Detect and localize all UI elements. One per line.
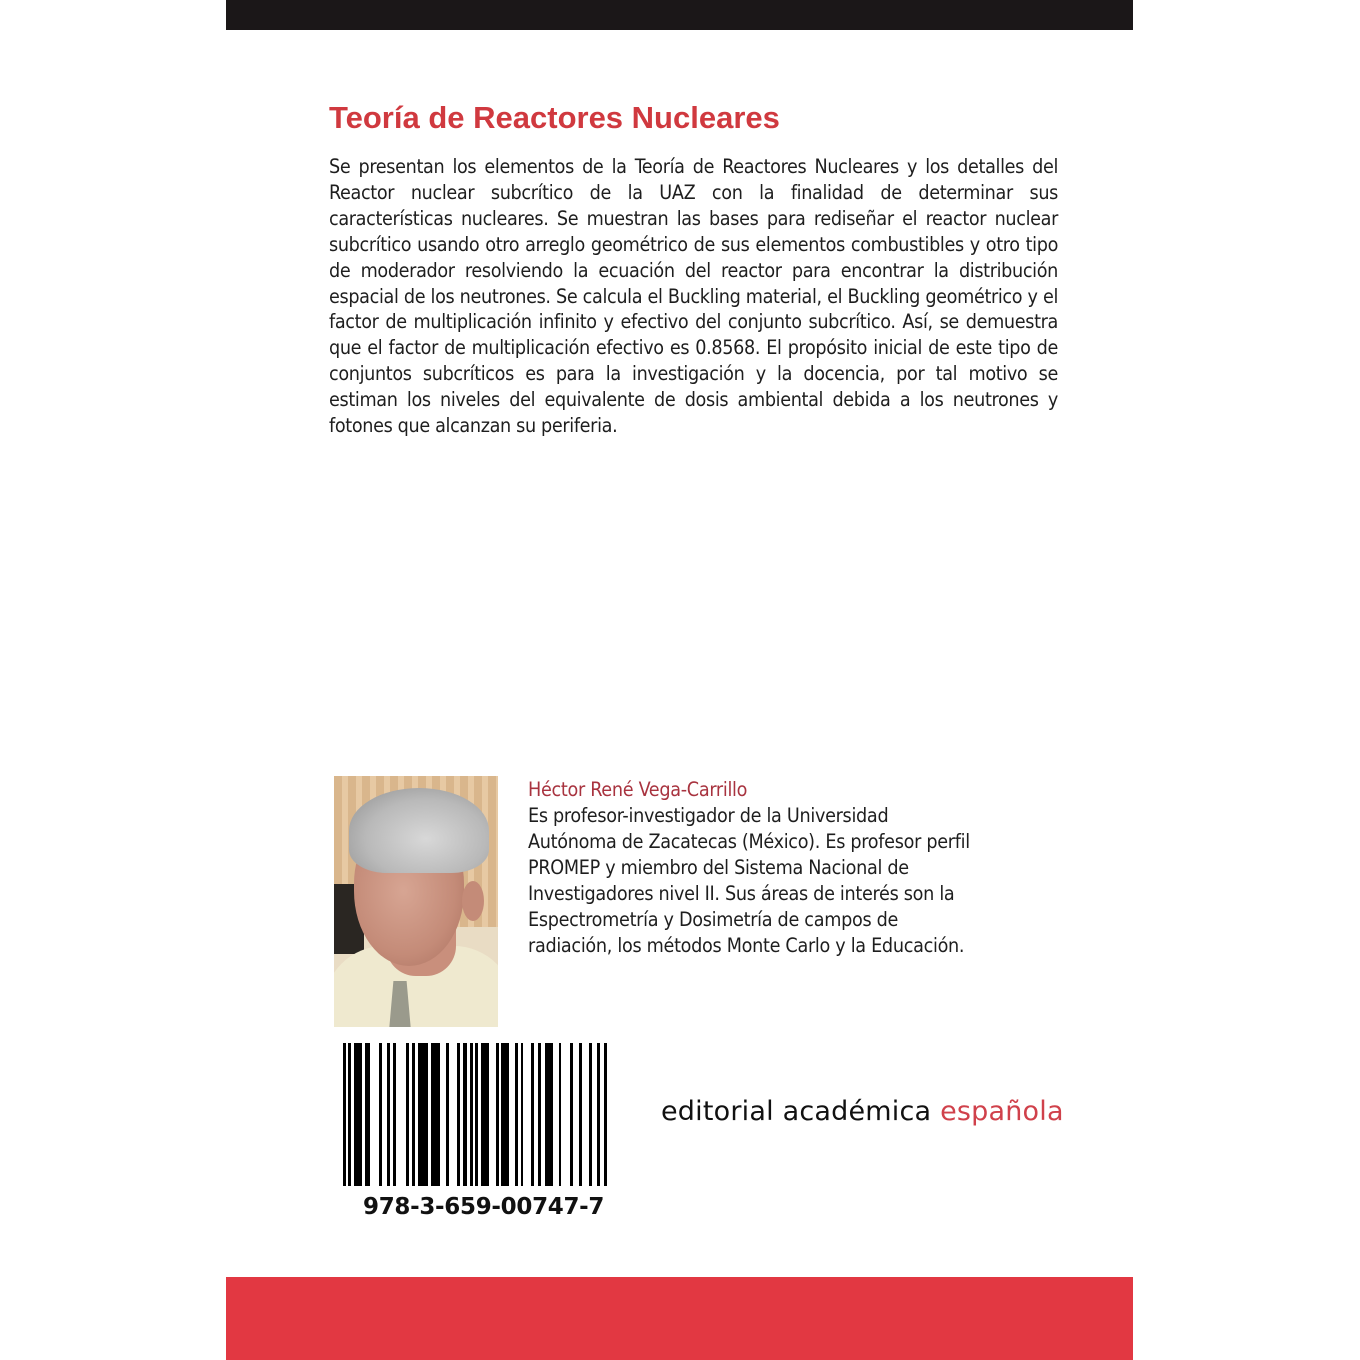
top-color-band bbox=[226, 0, 1133, 30]
author-bio-line: Investigadores nivel II. Sus áreas de interés son la bbox=[528, 881, 955, 905]
photo-hair bbox=[349, 788, 489, 873]
author-bio-line: radiación, los métodos Monte Carlo y la Educación. bbox=[528, 933, 965, 957]
publisher-logo bbox=[661, 1096, 1064, 1127]
photo-ear bbox=[462, 881, 484, 921]
author-bio-line: PROMEP y miembro del Sistema Nacional de bbox=[528, 855, 909, 879]
publisher-name-primary: editorial académica bbox=[661, 1096, 941, 1127]
author-bio bbox=[528, 803, 1068, 958]
book-abstract: Se presentan los elementos de la Teoría de Reactores Nucleares y los detalles del Reactor nuclear subcrítico de la UAZ con la finalidad de determinar sus características nucleares. Se muestran las bases para rediseñar el reactor nuclear subcrítico usando otro arreglo geométrico de sus elementos combustibles y otro tipo de moderador resolviendo la ecuación del reactor para encontrar la distribución espacial de los neutrones. Se calcula el Buckling material, el Buckling geométrico y el factor de multiplicación infinito y efectivo del conjunto subcrítico. Así, se demuestra que el factor de multiplicación efectivo es 0.8568. El propósito inicial de este tipo de conjuntos subcríticos es para la investigación y la docencia, por tal motivo se estiman los niveles del equivalente de dosis ambiental debida a los neutrones y fotones que alcanzan su periferia. bbox=[329, 155, 1058, 438]
publisher-name-accent: española bbox=[940, 1096, 1064, 1127]
author-bio-line: Espectrometría y Dosimetría de campos de bbox=[528, 907, 899, 931]
author-name: Héctor René Vega-Carrillo bbox=[528, 778, 748, 801]
author-bio-line: Es profesor-investigador de la Universidad bbox=[528, 804, 889, 827]
author-bio-line: Autónoma de Zacatecas (México). Es profesor perfil bbox=[528, 829, 970, 853]
author-photo bbox=[334, 776, 498, 1027]
book-back-cover bbox=[226, 0, 1133, 1360]
bottom-color-band bbox=[226, 1277, 1133, 1360]
book-title: Teoría de Reactores Nucleares bbox=[329, 100, 780, 135]
isbn-number: 978-3-659-00747-7 bbox=[363, 1194, 605, 1220]
